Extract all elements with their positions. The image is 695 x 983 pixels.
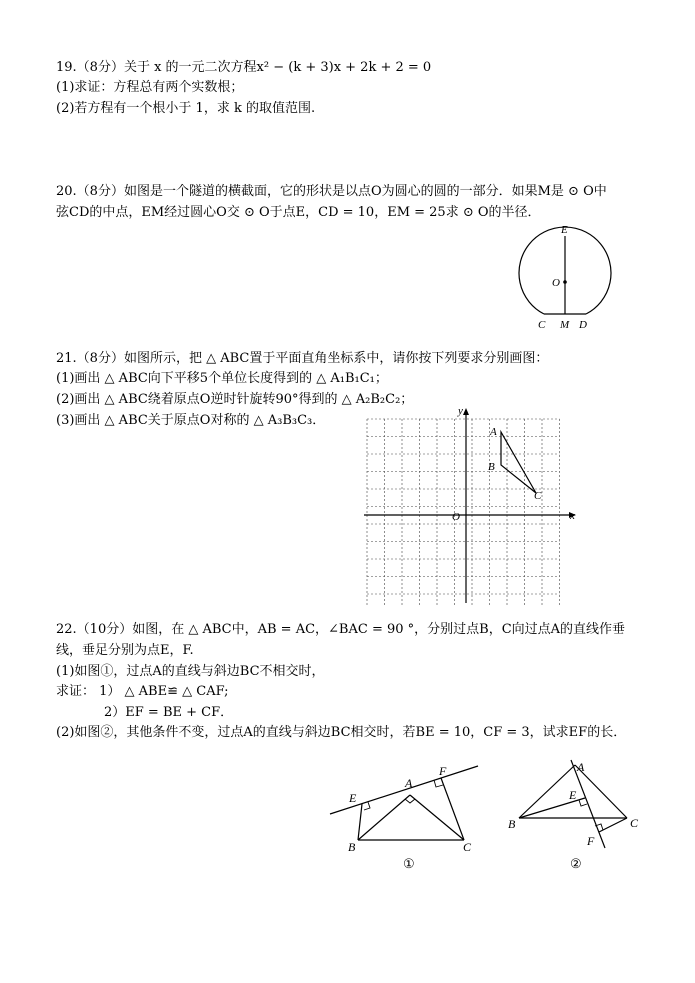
- q19-part2: (2)若方程有一个根小于 1，求 k 的取值范围.: [56, 101, 316, 116]
- label-f: F: [587, 834, 595, 848]
- label-a: A: [490, 426, 497, 438]
- q21-line4: (3)画出 △ ABC关于原点O对称的 △ A₃B₃C₃．: [56, 413, 326, 428]
- q19-title: 19.（8分）关于 x 的一元二次方程x² − (k + 3)x + 2k + 2 = 0: [56, 60, 432, 75]
- triangle-abc: [501, 432, 536, 493]
- right-angle-a: [405, 799, 415, 803]
- q21-line1: 21.（8分）如图所示，把 △ ABC置于平面直角坐标系中，请你按下列要求分别画图：: [56, 351, 549, 366]
- figure-one-caption: ①: [403, 856, 415, 871]
- label-c: C: [463, 840, 472, 854]
- q22-line3: (1)如图①，过点A的直线与斜边BC不相交时，: [56, 664, 325, 679]
- label-c: C: [630, 816, 639, 830]
- center-point-o: [563, 280, 567, 284]
- q22-line4: 求证： 1） △ ABE≌ △ CAF;: [56, 684, 229, 699]
- q19-part1: (1)求证：方程总有两个实数根；: [56, 80, 244, 95]
- segment-be: [358, 804, 362, 840]
- label-x-axis: x: [570, 510, 575, 522]
- label-b: B: [488, 461, 495, 473]
- segment-ab: [358, 795, 410, 840]
- label-c: C: [538, 319, 546, 331]
- label-e: E: [561, 224, 568, 236]
- q22-line5: 2）EF = BE + CF．: [104, 705, 234, 720]
- label-o: O: [552, 277, 560, 289]
- q22-line6: (2)如图②，其他条件不变，过点A的直线与斜边BC相交时，若BE = 10，CF = 3，试求EF的长．: [56, 725, 627, 740]
- figure-two-caption: ②: [570, 856, 582, 871]
- label-y-axis: y: [458, 405, 463, 417]
- coordinate-grid-figure: [362, 405, 584, 605]
- label-b: B: [348, 840, 356, 854]
- label-d: D: [579, 319, 587, 331]
- label-b: B: [508, 817, 516, 831]
- label-a: A: [577, 760, 585, 774]
- label-f: F: [439, 764, 447, 778]
- figure-two: [505, 756, 645, 874]
- y-axis-arrow: [463, 408, 469, 415]
- grid-lines: [367, 419, 560, 605]
- label-m: M: [560, 319, 570, 331]
- line-through-a: [330, 766, 478, 814]
- label-e: E: [569, 788, 577, 802]
- q20-line1: 20.（8分）如图是一个隧道的横截面，它的形状是以点O为圆心的圆的一部分．如果M是 ⊙ O中: [56, 184, 607, 199]
- right-angle-e: [579, 800, 587, 806]
- q22-line2: 线，垂足分别为点E，F.: [56, 643, 194, 658]
- figure-one: [328, 762, 488, 874]
- q21-line3: (2)画出 △ ABC绕着原点O逆时针旋转90°得到的 △ A₂B₂C₂；: [56, 392, 414, 407]
- tunnel-figure: [505, 224, 625, 336]
- label-a: A: [405, 776, 413, 790]
- q21-line2: (1)画出 △ ABC向下平移5个单位长度得到的 △ A₁B₁C₁；: [56, 371, 388, 386]
- q20-line2: 弦CD的中点，EM经过圆心O交 ⊙ O于点E，CD = 10，EM = 25求 ⊙ O的半径．: [56, 205, 541, 220]
- label-e: E: [349, 791, 357, 805]
- label-c: C: [534, 490, 542, 502]
- q22-line1: 22.（10分）如图，在 △ ABC中，AB = AC，∠BAC = 90 °，分别过点B，C向过点A的直线作垂: [56, 622, 626, 637]
- label-origin: O: [452, 511, 460, 523]
